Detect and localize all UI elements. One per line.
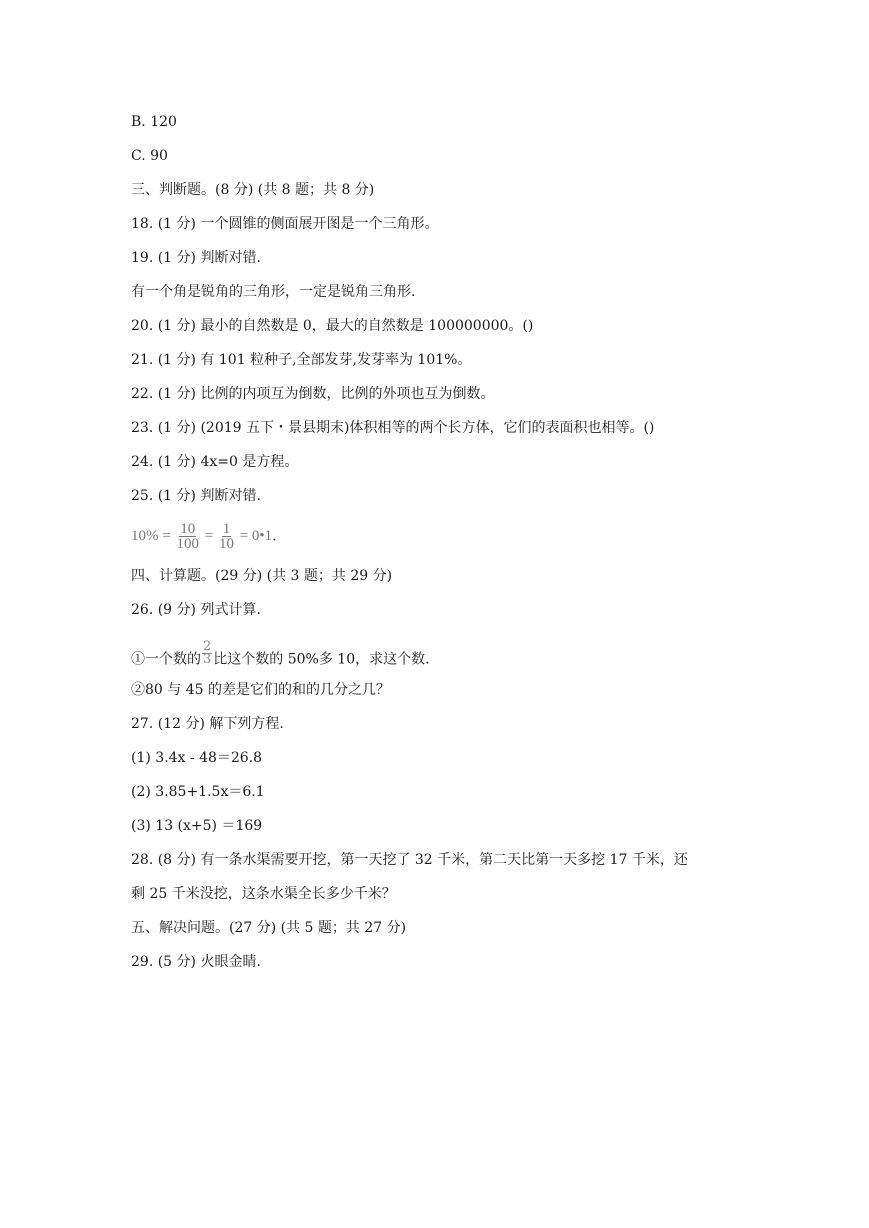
question-27-equation-2: (2) 3.85+1.5x＝6.1 bbox=[131, 784, 265, 800]
formula-image bbox=[131, 522, 272, 551]
formula-lhs: 10% bbox=[131, 527, 159, 544]
question-20: 20. (1 分) 最小的自然数是 0，最大的自然数是 100000000。() bbox=[131, 318, 534, 334]
question-26-item-2: ②80 与 45 的差是它们的和的几分之几？ bbox=[131, 682, 390, 698]
question-27-equation-3: (3) 13 (x+5) ＝169 bbox=[131, 818, 263, 834]
fraction-numerator: 10 bbox=[180, 521, 196, 537]
option-c: C. 90 bbox=[131, 148, 168, 164]
fraction-numerator: 1 bbox=[222, 521, 231, 537]
section-3-heading: 三、判断题。(8 分) (共 8 题；共 8 分) bbox=[131, 182, 375, 198]
fraction-denominator: 100 bbox=[176, 536, 199, 552]
question-28: 28. (8 分) 有一条水渠需要开挖，第一天挖了 32 千米，第二天比第一天多挖 17 千米，还 bbox=[131, 852, 688, 868]
option-b: B. 120 bbox=[131, 114, 177, 130]
fraction-numerator: 2 bbox=[203, 639, 212, 654]
formula-fraction-1 bbox=[176, 522, 199, 551]
formula-eq: = bbox=[162, 527, 171, 544]
formula-rhs: 0•1 bbox=[251, 527, 273, 544]
question-26: 26. (9 分) 列式计算. bbox=[131, 602, 261, 618]
question-28-continued: 剩 25 千米没挖，这条水渠全长多少千米？ bbox=[131, 886, 396, 902]
question-19-statement: 有一个角是锐角的三角形，一定是锐角三角形. bbox=[131, 284, 416, 300]
question-24: 24. (1 分) 4x=0 是方程。 bbox=[131, 454, 299, 470]
question-27-equation-1: (1) 3.4x - 48＝26.8 bbox=[131, 750, 263, 766]
question-26-item-1 bbox=[131, 639, 430, 672]
question-25-formula bbox=[131, 522, 277, 551]
question-23: 23. (1 分) (2019 五下・景县期末)体积相等的两个长方体，它们的表面积也相等。() bbox=[131, 420, 655, 436]
section-4-heading: 四、计算题。(29 分) (共 3 题；共 29 分) bbox=[131, 568, 393, 584]
fraction-two-thirds bbox=[202, 641, 212, 666]
formula-fraction-2 bbox=[219, 522, 234, 551]
fraction-denominator: 3 bbox=[203, 652, 212, 667]
question-18: 18. (1 分) 一个圆锥的侧面展开图是一个三角形。 bbox=[131, 216, 439, 232]
formula-eq: = bbox=[204, 527, 214, 544]
formula-eq: = bbox=[239, 527, 249, 544]
item-prefix: ①一个数的 bbox=[131, 651, 201, 668]
fraction-denominator: 10 bbox=[218, 536, 234, 552]
section-5-heading: 五、解决问题。(27 分) (共 5 题；共 27 分) bbox=[131, 920, 407, 936]
item-suffix: 比这个数的 50%多 10，求这个数. bbox=[213, 651, 430, 668]
question-22: 22. (1 分) 比例的内项互为倒数，比例的外项也互为倒数。 bbox=[131, 386, 495, 402]
question-29: 29. (5 分) 火眼金睛. bbox=[131, 954, 261, 970]
question-21: 21. (1 分) 有 101 粒种子,全部发芽,发芽率为 101%。 bbox=[131, 352, 472, 368]
question-25: 25. (1 分) 判断对错. bbox=[131, 488, 261, 504]
question-27: 27. (12 分) 解下列方程. bbox=[131, 716, 284, 732]
formula-period: . bbox=[272, 528, 277, 545]
question-19: 19. (1 分) 判断对错. bbox=[131, 250, 261, 266]
